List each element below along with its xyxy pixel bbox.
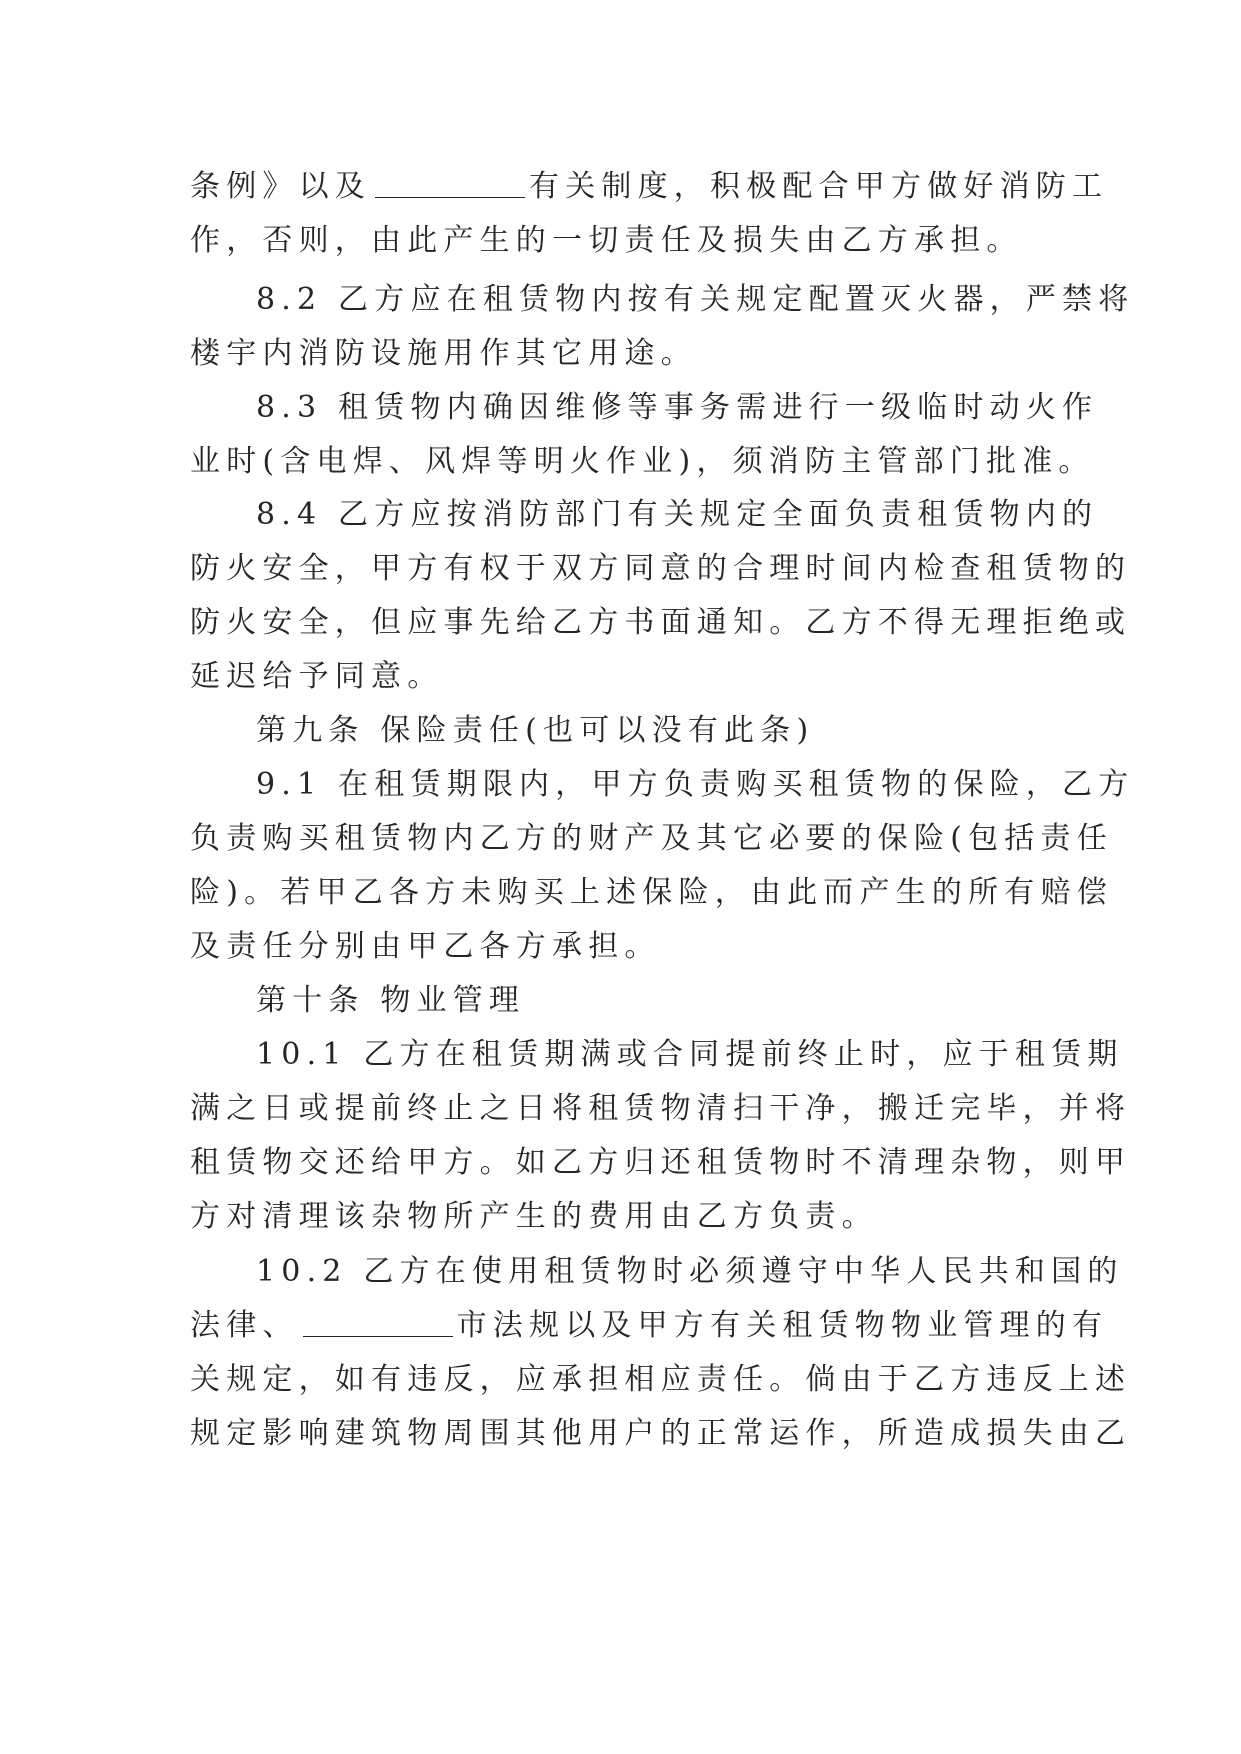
text-segment: 有关制度，积极配合甲方做好消防工 (529, 169, 1109, 204)
text-line: 防火安全，甲方有权于双方同意的合理时间内检查租赁物的 (190, 551, 1132, 586)
clause-10-2: 10.2 乙方在使用租赁物时必须遵守中华人民共和国的 (256, 1254, 1124, 1289)
text-segment: 法律、 (190, 1308, 299, 1343)
clause-8-4: 8.4 乙方应按消防部门有关规定全面负责租赁物内的 (256, 497, 1099, 532)
text-segment: 条例》以及 (190, 169, 371, 204)
text-line: 满之日或提前终止之日将租赁物清扫干净，搬迁完毕，并将 (190, 1091, 1132, 1126)
fill-in-blank (303, 1306, 453, 1337)
text-line: 防火安全，但应事先给乙方书面通知。乙方不得无理拒绝或 (190, 605, 1132, 640)
text-segment: 市法规以及甲方有关租赁物物业管理的有 (456, 1308, 1109, 1343)
text-line: 负责购买租赁物内乙方的财产及其它必要的保险(包括责任 (190, 821, 1113, 856)
text-line: 及责任分别由甲乙各方承担。 (190, 929, 661, 964)
article-9-heading: 第九条 保险责任(也可以没有此条) (256, 713, 815, 748)
text-line (190, 1296, 1109, 1356)
text-line: 业时(含电焊、风焊等明火作业)，须消防主管部门批准。 (190, 444, 1095, 479)
text-line: 规定影响建筑物周围其他用户的正常运作，所造成损失由乙 (190, 1416, 1132, 1451)
clause-9-1: 9.1 在租赁期限内，甲方负责购买租赁物的保险，乙方 (256, 767, 1135, 802)
text-line: 关规定，如有违反，应承担相应责任。倘由于乙方违反上述 (190, 1362, 1132, 1397)
text-line: 租赁物交还给甲方。如乙方归还租赁物时不清理杂物，则甲 (190, 1145, 1132, 1180)
clause-10-1: 10.1 乙方在租赁期满或合同提前终止时，应于租赁期 (256, 1037, 1124, 1072)
text-line: 方对清理该杂物所产生的费用由乙方负责。 (190, 1199, 878, 1234)
text-line (190, 157, 1109, 217)
clause-8-3: 8.3 租赁物内确因维修等事务需进行一级临时动火作 (256, 390, 1099, 425)
text-line: 楼宇内消防设施用作其它用途。 (190, 336, 697, 371)
text-line: 险)。若甲乙各方未购买上述保险，由此而产生的所有赔偿 (190, 875, 1113, 910)
article-10-heading: 第十条 物业管理 (256, 983, 526, 1018)
text-line: 作，否则，由此产生的一切责任及损失由乙方承担。 (190, 223, 1023, 258)
fill-in-blank (375, 167, 525, 198)
text-line: 延迟给予同意。 (190, 659, 444, 694)
clause-8-2: 8.2 乙方应在租赁物内按有关规定配置灭火器，严禁将 (256, 282, 1135, 317)
